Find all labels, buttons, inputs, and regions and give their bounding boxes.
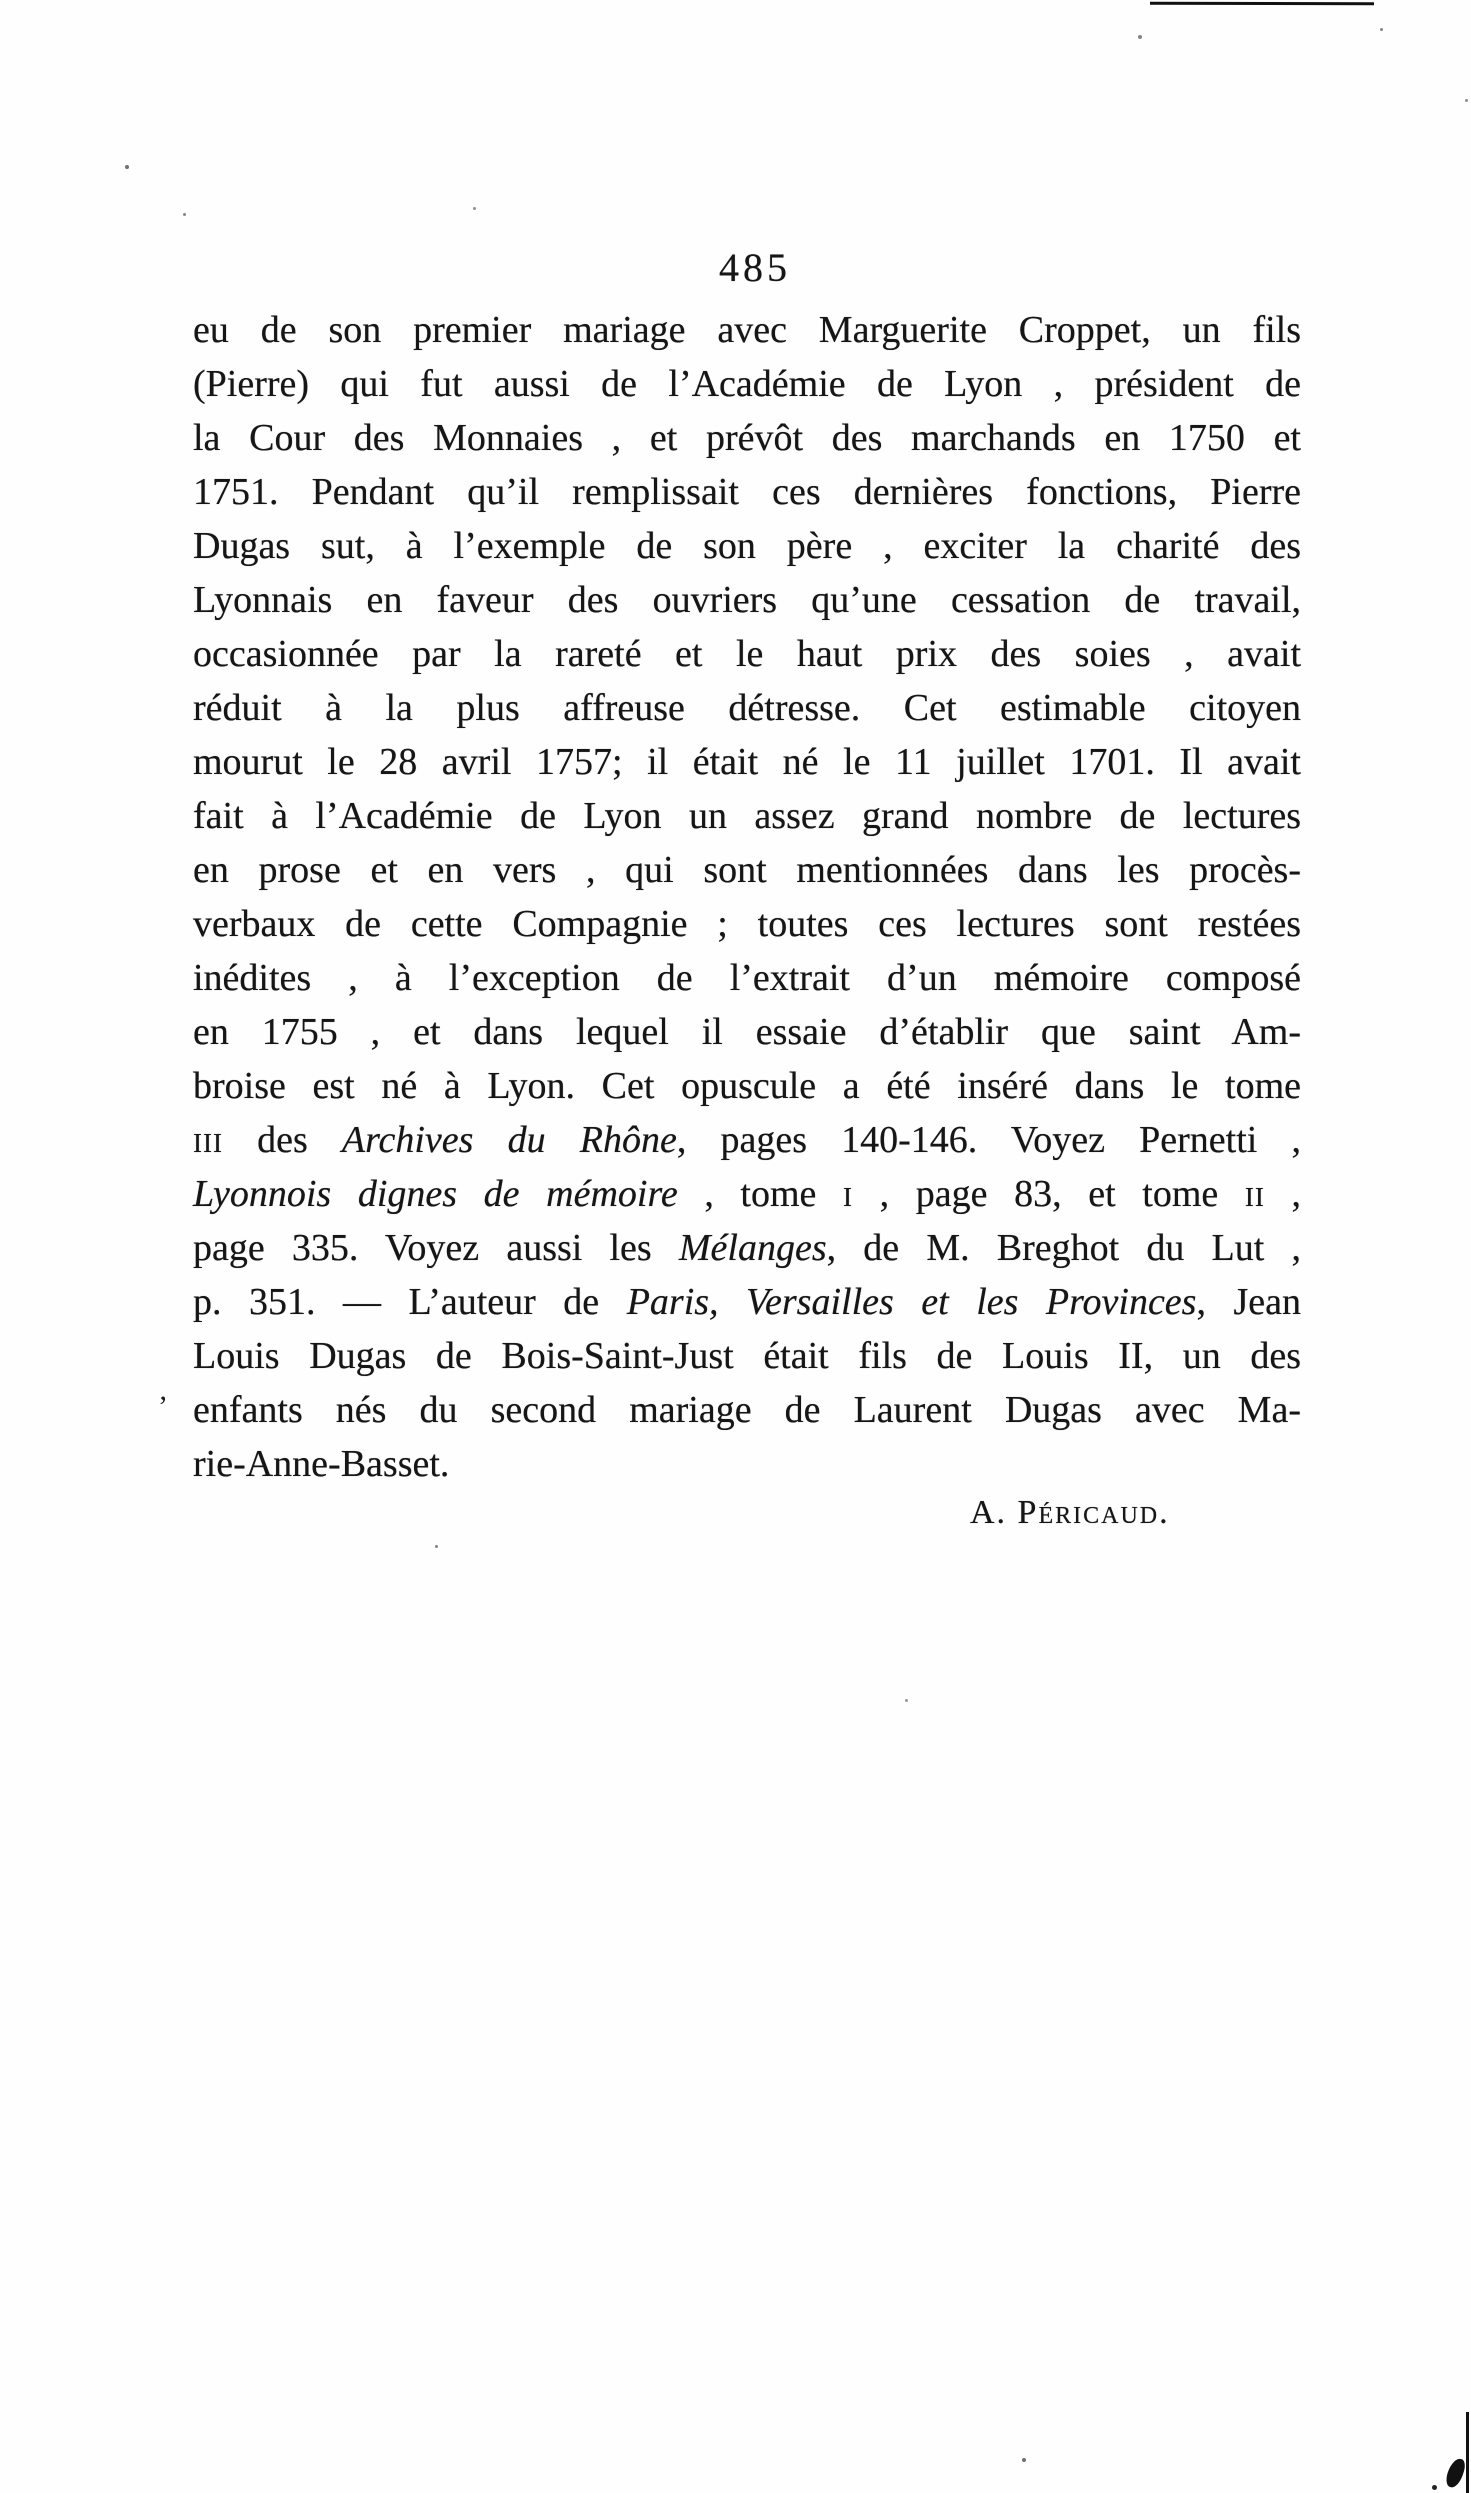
text-segment-normal: rie-Anne-Basset. bbox=[193, 1443, 450, 1485]
text-line bbox=[193, 951, 1301, 1005]
text-segment-normal: , page 83, et tome bbox=[853, 1173, 1245, 1215]
page-edge-mark bbox=[1466, 2412, 1469, 2493]
author-signature: A. Péricaud. bbox=[970, 1494, 1170, 1531]
text-segment-italic: Archives du Rhône bbox=[341, 1119, 677, 1161]
text-segment-italic: Lyonnois dignes de mémoire bbox=[193, 1173, 678, 1215]
text-segment-normal: (Pierre) qui fut aussi de l’Académie de Lyon , président de bbox=[193, 363, 1301, 405]
text-line bbox=[193, 1167, 1301, 1221]
text-line bbox=[193, 1329, 1301, 1383]
text-segment-normal: des bbox=[222, 1119, 342, 1161]
text-segment-normal: , Jean bbox=[1196, 1281, 1301, 1323]
text-line bbox=[193, 735, 1301, 789]
text-line bbox=[193, 1113, 1301, 1167]
text-segment-normal: p. 351. — L’auteur de bbox=[193, 1281, 627, 1323]
text-segment-normal: , tome bbox=[677, 1173, 844, 1215]
ink-speck bbox=[1380, 28, 1383, 31]
text-segment-normal: page 335. Voyez aussi les bbox=[193, 1227, 679, 1269]
ink-speck bbox=[183, 213, 186, 216]
ink-speck bbox=[905, 1699, 908, 1702]
text-line bbox=[193, 573, 1301, 627]
text-segment-normal: , de M. Breghot du Lut , bbox=[826, 1227, 1301, 1269]
text-segment-normal: Dugas sut, à l’exemple de son père , exciter la charité des bbox=[193, 525, 1301, 567]
text-segment-smallcaps: ii bbox=[1244, 1173, 1265, 1215]
text-line bbox=[193, 627, 1301, 681]
body-text bbox=[193, 303, 1301, 1491]
text-segment-normal: occasionnée par la rareté et le haut prix des soies , avait bbox=[193, 633, 1301, 675]
text-line bbox=[193, 303, 1301, 357]
text-segment-normal: 1751. Pendant qu’il remplissait ces dernières fonctions, Pierre bbox=[193, 471, 1301, 513]
ink-speck bbox=[125, 165, 129, 169]
text-segment-normal: broise est né à Lyon. Cet opuscule a été inséré dans le tome bbox=[193, 1065, 1301, 1107]
page-edge-dot bbox=[1432, 2485, 1437, 2490]
ink-speck bbox=[1138, 35, 1142, 39]
text-segment-normal: réduit à la plus affreuse détresse. Cet estimable citoyen bbox=[193, 687, 1301, 729]
text-line bbox=[193, 1005, 1301, 1059]
text-line bbox=[193, 681, 1301, 735]
text-line bbox=[193, 1437, 1301, 1491]
text-segment-normal: la Cour des Monnaies , et prévôt des marchands en 1750 et bbox=[193, 417, 1301, 459]
page-edge-blot bbox=[1444, 2456, 1468, 2489]
text-line bbox=[193, 1275, 1301, 1329]
ink-speck bbox=[473, 207, 476, 210]
text-segment-normal: en 1755 , et dans lequel il essaie d’établir que saint Am- bbox=[193, 1011, 1301, 1053]
text-segment-normal: Lyonnais en faveur des ouvriers qu’une cessation de travail, bbox=[193, 579, 1301, 621]
text-line bbox=[193, 357, 1301, 411]
text-line bbox=[193, 1383, 1301, 1437]
text-segment-italic: Mélanges bbox=[678, 1227, 827, 1269]
text-segment-normal: enfants nés du second mariage de Laurent Dugas avec Ma- bbox=[193, 1389, 1301, 1431]
ink-speck bbox=[1465, 99, 1468, 102]
text-segment-normal: Louis Dugas de Bois-Saint-Just était fils de Louis II, un des bbox=[193, 1335, 1301, 1377]
text-segment-normal: fait à l’Académie de Lyon un assez grand nombre de lectures bbox=[193, 795, 1301, 837]
text-line bbox=[193, 789, 1301, 843]
top-edge-rule bbox=[1150, 2, 1374, 6]
text-line bbox=[193, 1059, 1301, 1113]
text-segment-smallcaps: i bbox=[843, 1173, 854, 1215]
text-line bbox=[193, 411, 1301, 465]
text-segment-normal: mourut le 28 avril 1757; il était né le 11 juillet 1701. Il avait bbox=[193, 741, 1301, 783]
text-line bbox=[193, 843, 1301, 897]
page-number: 485 bbox=[719, 245, 791, 290]
text-segment-normal: inédites , à l’exception de l’extrait d’un mémoire composé bbox=[193, 957, 1301, 999]
text-segment-italic: Paris, Versailles et les Provinces bbox=[626, 1281, 1197, 1323]
text-segment-normal: eu de son premier mariage avec Marguerite Croppet, un fils bbox=[193, 309, 1301, 351]
margin-mark: ’ bbox=[158, 1390, 168, 1423]
text-segment-normal: en prose et en vers , qui sont mentionnées dans les procès- bbox=[193, 849, 1301, 891]
ink-speck bbox=[435, 1545, 438, 1548]
text-line bbox=[193, 519, 1301, 573]
ink-speck bbox=[1022, 2458, 1026, 2462]
text-line bbox=[193, 1221, 1301, 1275]
text-segment-normal: , bbox=[1264, 1173, 1301, 1215]
text-segment-normal: , pages 140-146. Voyez Pernetti , bbox=[676, 1119, 1301, 1161]
text-segment-normal: verbaux de cette Compagnie ; toutes ces lectures sont restées bbox=[193, 903, 1301, 945]
text-line bbox=[193, 465, 1301, 519]
text-segment-smallcaps: iii bbox=[193, 1119, 223, 1161]
text-line bbox=[193, 897, 1301, 951]
